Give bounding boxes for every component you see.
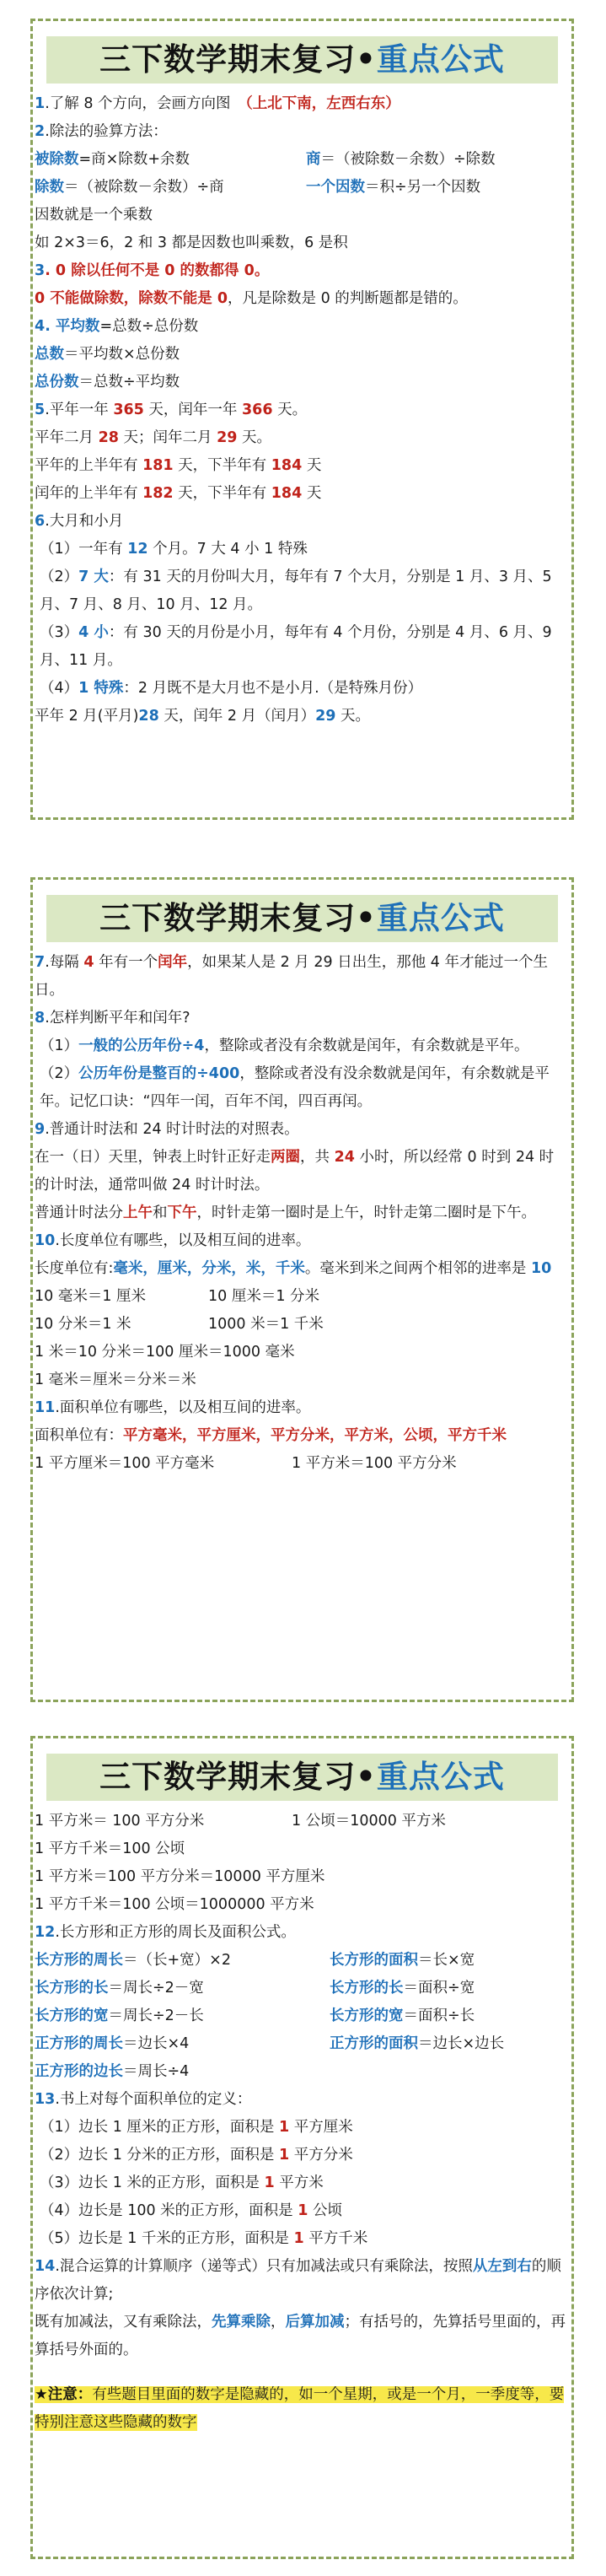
text-line: 平年 2 月(平月)28 天，闰年 2 月（闰月）29 天。 <box>35 708 371 725</box>
text-line: 因数就是一个乘数 <box>35 207 153 224</box>
item-14: 14.混合运算的计算顺序（递等式）只有加减法或只有乘除法，按照从左到右的顺序依次计算; <box>35 2258 561 2303</box>
item-3: 3. 0 除以任何不是 0 的数都得 0。 <box>35 262 270 279</box>
text-line: 平年二月 28 天；闰年二月 29 天。 <box>35 429 271 446</box>
text-line: 如 2×3＝6，2 和 3 都是因数也叫乘数，6 是积 <box>35 234 348 251</box>
text-line: 1 平方米＝100 平方分米＝10000 平方厘米 <box>35 1868 325 1885</box>
item-7: 7.每隔 4 年有一个闰年，如果某人是 2 月 29 日出生，那他 4 年才能过一个生日。 <box>35 954 548 999</box>
section-body <box>33 949 571 1478</box>
formula-row: 长方形的宽＝周长÷2－长 长方形的宽＝面积÷长 <box>35 2007 475 2024</box>
formula-row: 长方形的周长＝（长+宽）×2 长方形的面积＝长×宽 <box>35 1952 475 1969</box>
text-line: 平年的上半年有 181 天，下半年有 184 天 <box>35 457 322 474</box>
item-10: 10.长度单位有哪些，以及相互间的进率。 <box>35 1232 311 1249</box>
text-line: 长度单位有:毫米，厘米，分米，米，千米。毫米到米之间两个相邻的进率是 10 <box>35 1260 552 1277</box>
text-line: 面积单位有：平方毫米，平方厘米，平方分米，平方米，公顷，平方千米 <box>35 1427 507 1444</box>
item-4: 4. 平均数=总数÷总份数 <box>35 318 199 335</box>
conversion-row: 10 分米＝1 米 1000 米＝1 千米 <box>35 1316 324 1333</box>
item-12: 12.长方形和正方形的周长及面积公式。 <box>35 1924 296 1941</box>
section-card-1 <box>30 19 574 820</box>
section-card-2 <box>30 877 574 1702</box>
item-8: 8.怎样判断平年和闰年? <box>35 1010 190 1027</box>
item-5: 5.平年一年 365 天，闰年一年 366 天。 <box>35 401 308 418</box>
section-card-3 <box>30 1736 574 2559</box>
section-banner: 三下数学期末复习•重点公式 <box>46 1754 558 1801</box>
item-11: 11.面积单位有哪些，以及相互间的进率。 <box>35 1399 311 1416</box>
text-line: 普通计时法分上午和下午，时针走第一圈时是上午，时针走第二圈时是下午。 <box>35 1204 536 1221</box>
text-line: 闰年的上半年有 182 天，下半年有 184 天 <box>35 485 322 502</box>
formula-row: 除数＝（被除数－余数）÷商 一个因数＝积÷另一个因数 <box>35 179 481 196</box>
formula-row: 正方形的周长＝边长×4 正方形的面积＝边长×边长 <box>35 2035 505 2052</box>
section-body <box>33 90 571 730</box>
item-2: 2.除法的验算方法： <box>35 123 168 140</box>
text-line: （3）边长 1 米的正方形，面积是 1 平方米 <box>40 2175 324 2191</box>
text-line: （4）边长是 100 米的正方形，面积是 1 公顷 <box>40 2202 342 2219</box>
text-line: （1）一般的公历年份÷4，整除或者没有余数就是闰年，有余数就是平年。 <box>40 1037 529 1054</box>
text-line: 1 毫米＝厘米＝分米＝米 <box>35 1372 196 1388</box>
item-13: 13.书上对每个面积单位的定义： <box>35 2091 252 2108</box>
text-line: （2）7 大：有 31 天的月份叫大月，每年有 7 个大月，分别是 1 月、3 月、5 月、7 月、8 月、10 月、12 月。 <box>40 569 552 613</box>
section-banner: 三下数学期末复习•重点公式 <box>46 895 558 942</box>
formula-line: 总数＝平均数×总份数 <box>35 346 180 363</box>
text-line: （3）4 小：有 30 天的月份是小月，每年有 4 个月份，分别是 4 月、6 月、9 月、11 月。 <box>40 624 552 669</box>
formula-line: 正方形的边长＝周长÷4 <box>35 2063 190 2080</box>
text-line: 0 不能做除数，除数不能是 0，凡是除数是 0 的判断题都是错的。 <box>35 290 468 307</box>
text-line: （2）公历年份是整百的÷400，整除或者没有没余数就是闰年，有余数就是平年。记忆口诀：“四年一闰，百年不闰，四百再闰。 <box>40 1065 550 1110</box>
text-line: 既有加减法，又有乘除法，先算乘除，后算加减；有括号的，先算括号里面的，再算括号外面的。 <box>35 2314 566 2358</box>
conversion-row: 1 平方米＝ 100 平方分米 1 公顷＝10000 平方米 <box>35 1813 446 1830</box>
text-line: 1 平方千米＝100 公顷＝1000000 平方米 <box>35 1896 314 1913</box>
conversion-row: 1 平方厘米＝100 平方毫米 1 平方米＝100 平方分米 <box>35 1455 457 1472</box>
text-line: 1 米＝10 分米＝100 厘米＝1000 毫米 <box>35 1344 295 1361</box>
text-line: 1 平方千米＝100 公顷 <box>35 1840 185 1857</box>
text-line: （4）1 特殊：2 月既不是大月也不是小月.（是特殊月份） <box>40 680 423 697</box>
note-callout: ★注意：有些题目里面的数字是隐藏的，如一个星期，或是一个月，一季度等，要特别注意这些隐藏的数字 <box>35 2386 565 2431</box>
text-line: （5）边长是 1 千米的正方形，面积是 1 平方千米 <box>40 2230 368 2247</box>
conversion-row: 10 毫米＝1 厘米 10 厘米＝1 分米 <box>35 1288 320 1305</box>
text-line: （2）边长 1 分米的正方形，面积是 1 平方分米 <box>40 2147 353 2164</box>
text-line: 在一（日）天里，钟表上时针正好走两圈，共 24 小时，所以经常 0 时到 24 时的计时法，通常叫做 24 时计时法。 <box>35 1149 555 1194</box>
formula-line: 总份数＝总数÷平均数 <box>35 374 180 391</box>
item-1: 1.了解 8 个方向，会画方向图 （上北下南，左西右东） <box>35 95 400 112</box>
formula-row: 长方形的长＝周长÷2－宽 长方形的长＝面积÷宽 <box>35 1980 475 1997</box>
item-9: 9.普通计时法和 24 时计时法的对照表。 <box>35 1121 299 1138</box>
item-6: 6.大月和小月 <box>35 513 124 530</box>
text-line: （1）边长 1 厘米的正方形，面积是 1 平方厘米 <box>40 2119 353 2136</box>
section-body <box>33 1808 571 2437</box>
text-line: （1）一年有 12 个月。7 大 4 小 1 特殊 <box>40 541 308 558</box>
section-banner: 三下数学期末复习•重点公式 <box>46 36 558 84</box>
formula-row: 被除数=商×除数+余数 商＝（被除数－余数）÷除数 <box>35 151 496 168</box>
